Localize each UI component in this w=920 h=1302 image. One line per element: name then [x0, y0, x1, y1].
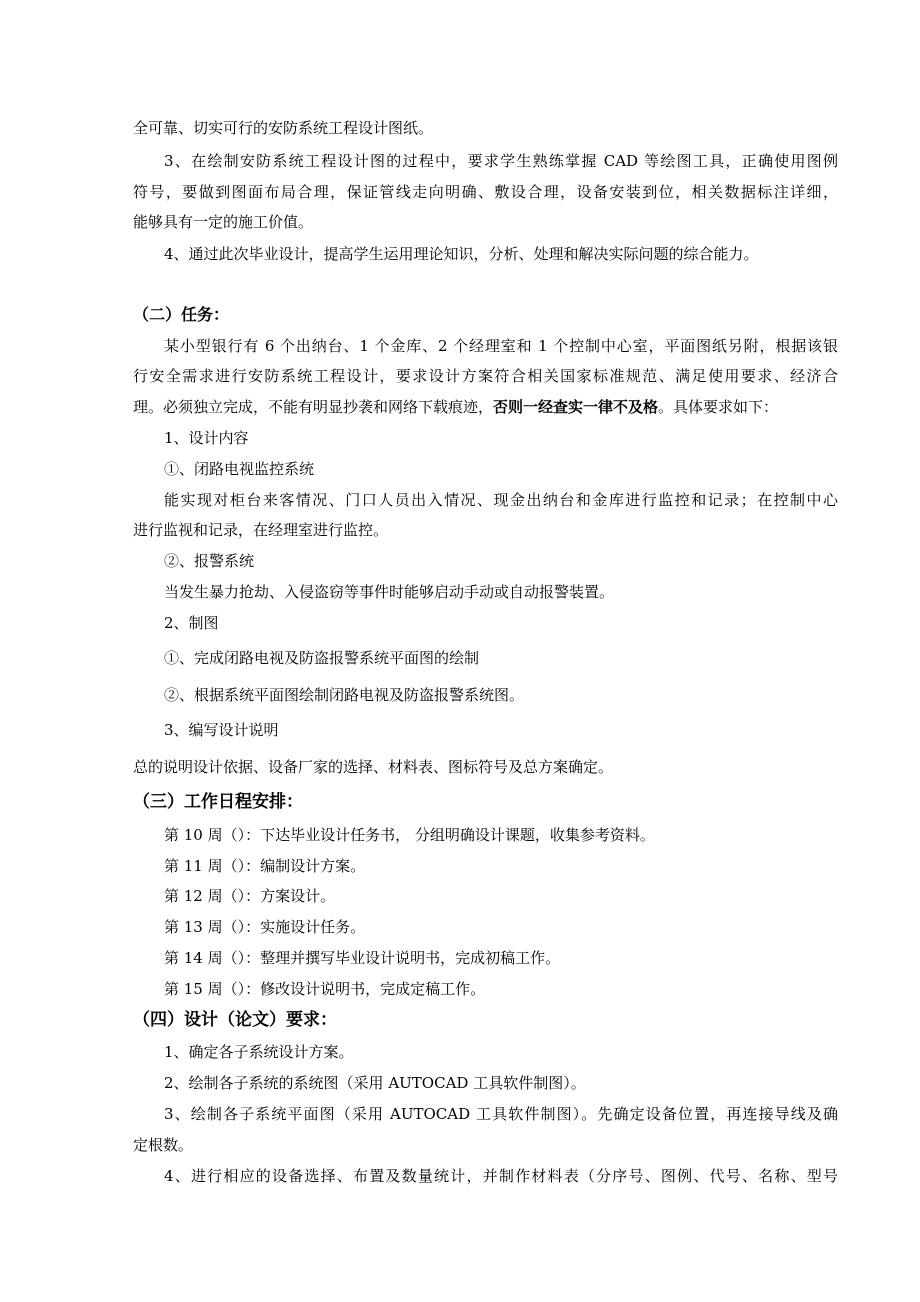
text-line: 符号，要做到图面布局合理，保证管线走向明确、敷设合理，设备安装到位，相关数据标注详细，	[133, 183, 838, 201]
text-line: 2、绘制各子系统的系统图（采用 AUTOCAD 工具软件制图）。	[164, 1074, 586, 1092]
text-line: 3、编写设计说明	[164, 721, 279, 739]
schedule-item: 第 10 周（）：下达毕业设计任务书， 分组明确设计课题，收集参考资料。	[164, 826, 655, 844]
text-line: 行安全需求进行安防系统工程设计，要求设计方案符合相关国家标准规范、满足使用要求、经济合	[133, 367, 838, 385]
schedule-item: 第 13 周（）：实施设计任务。	[164, 918, 366, 936]
schedule-item: 第 15 周（）：修改设计说明书，完成定稿工作。	[164, 980, 486, 998]
text-line: 1、设计内容	[164, 429, 249, 447]
schedule-item: 第 11 周（）：编制设计方案。	[164, 857, 366, 875]
section-heading-tasks: （二）任务：	[133, 305, 230, 324]
schedule-item: 第 14 周（）：整理并撰写毕业设计说明书，完成初稿工作。	[164, 949, 561, 967]
section-heading-requirements: （四）设计（论文）要求：	[133, 1010, 337, 1030]
schedule-item: 第 12 周（）：方案设计。	[164, 887, 336, 905]
text-line: 1、确定各子系统设计方案。	[164, 1043, 354, 1061]
text-line: ②、报警系统	[164, 552, 255, 570]
text-line: ②、根据系统平面图绘制闭路电视及防盗报警系统图。	[164, 686, 525, 704]
text-line: 定根数。	[133, 1136, 194, 1154]
text-line: 2、制图	[164, 614, 219, 632]
text-line: 能实现对柜台来客情况、门口人员出入情况、现金出纳台和金库进行监控和记录；在控制中心	[164, 491, 838, 509]
text-line: 理。必须独立完成，不能有明显抄袭和网络下载痕迹，否则一经查实一律不及格。具体要求如下：	[133, 398, 779, 416]
text-line: ①、闭路电视监控系统	[164, 460, 315, 478]
text-line: 全可靠、切实可行的安防系统工程设计图纸。	[133, 119, 434, 137]
text-line: 4、通过此次毕业设计，提高学生运用理论知识，分析、处理和解决实际问题的综合能力。	[164, 245, 759, 263]
text-line: 总的说明设计依据、设备厂家的选择、材料表、图标符号及总方案确定。	[133, 758, 614, 776]
text-line: 3、在绘制安防系统工程设计图的过程中，要求学生熟练掌握 CAD 等绘图工具，正确使用图例	[164, 152, 838, 170]
text-line: 进行监视和记录，在经理室进行监控。	[133, 521, 389, 539]
text-line: 3、绘制各子系统平面图（采用 AUTOCAD 工具软件制图）。先确定设备位置，再连接导线及确	[164, 1105, 838, 1123]
text-line: 当发生暴力抢劫、入侵盗窃等事件时能够启动手动或自动报警装置。	[164, 583, 615, 601]
emphasis-text: 否则一经查实一律不及格	[493, 398, 659, 416]
text-line: 能够具有一定的施工价值。	[133, 213, 314, 231]
text-line: ①、完成闭路电视及防盗报警系统平面图的绘制	[164, 649, 480, 667]
text-line: 4、进行相应的设备选择、布置及数量统计，并制作材料表（分序号、图例、代号、名称、型号	[164, 1167, 838, 1185]
text-line: 某小型银行有 6 个出纳台、1 个金库、2 个经理室和 1 个控制中心室，平面图纸另附，根据该银	[164, 337, 838, 355]
section-heading-schedule: （三）工作日程安排：	[133, 792, 303, 812]
